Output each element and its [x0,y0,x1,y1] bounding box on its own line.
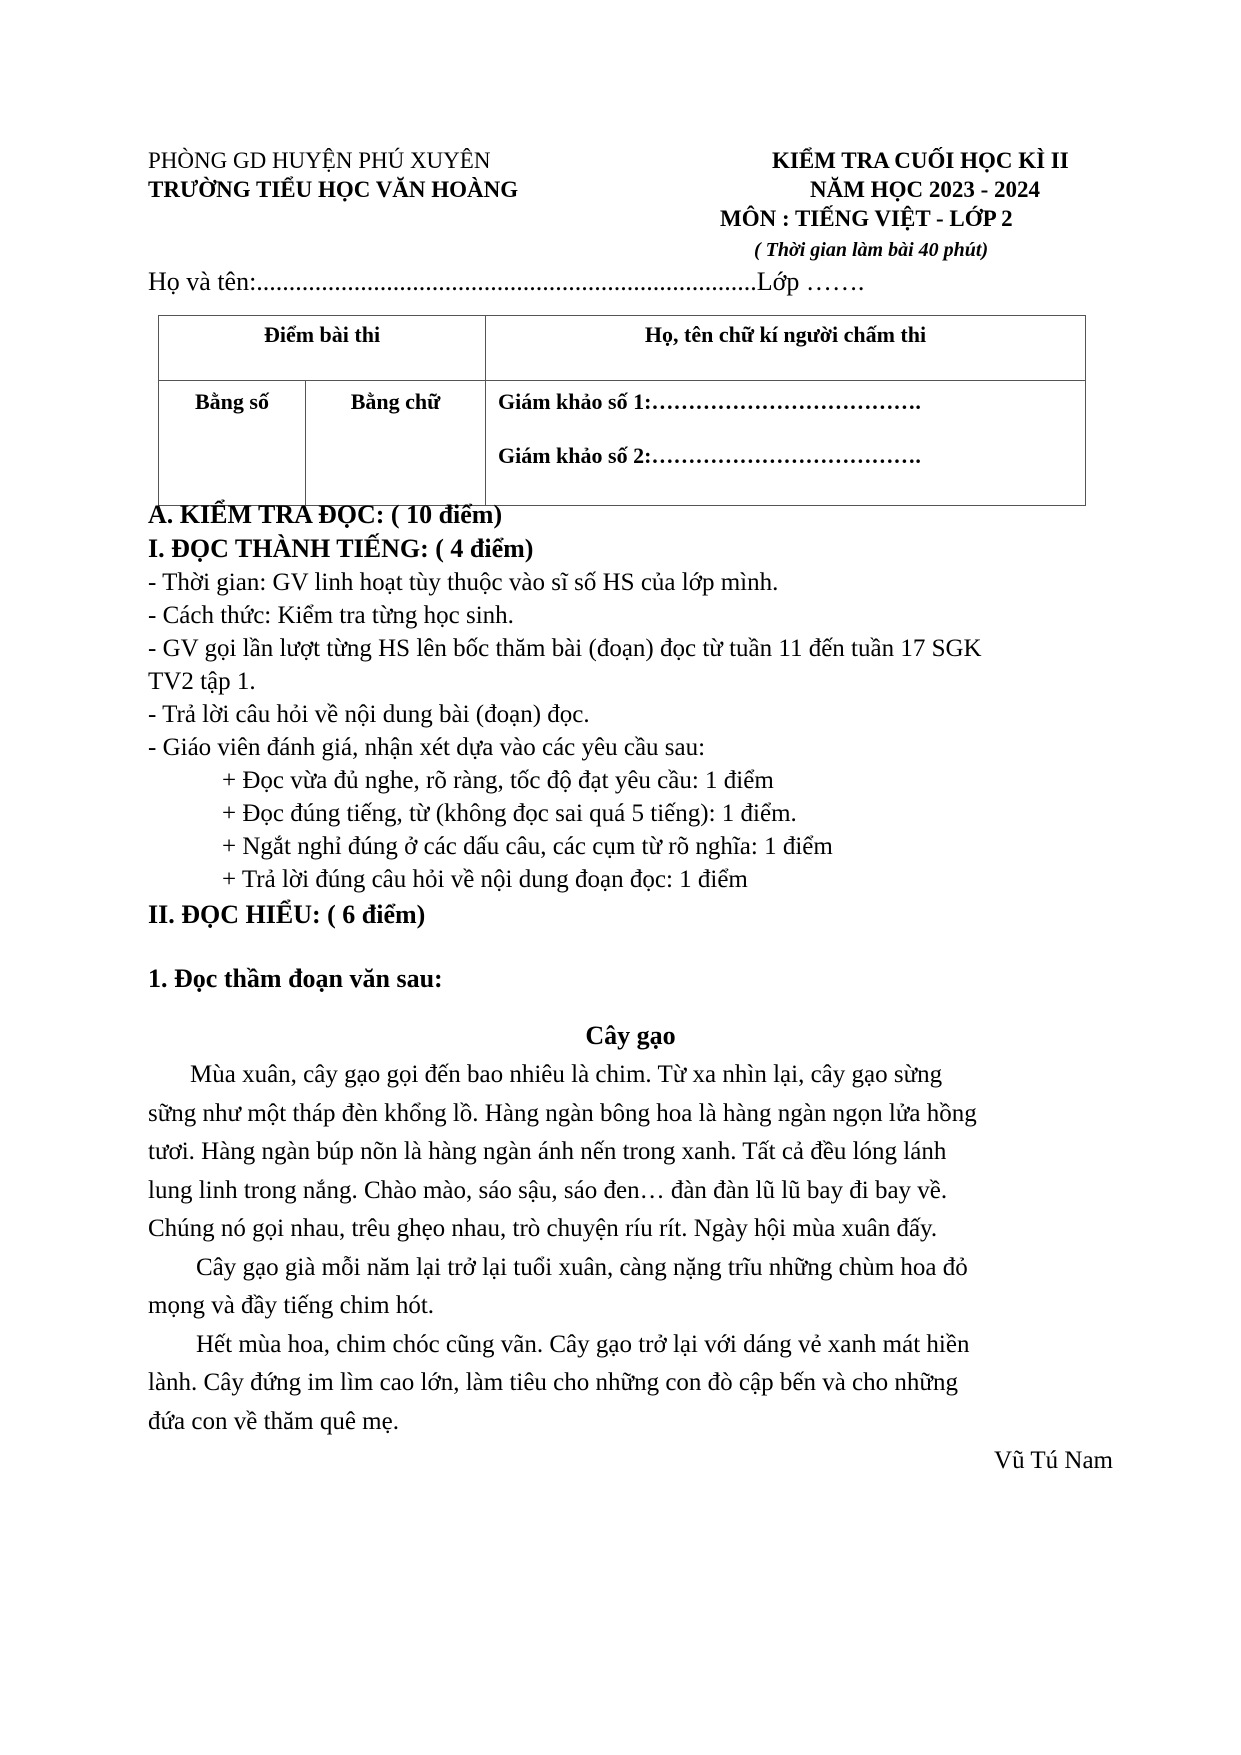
score-header: Điểm bài thi [159,316,486,381]
story-line: lung linh trong nắng. Chào mào, sáo sậu, sáo đen… đàn đàn lũ lũ bay đi bay về. [148,1176,948,1204]
criteria-item: + Trả lời đúng câu hỏi về nội dung đoạn đọc: 1 điểm [222,866,748,893]
exam-content [148,498,1113,1481]
part1-line: - Cách thức: Kiểm tra từng học sinh. [148,602,514,629]
school-year: NĂM HỌC 2023 - 2024 [810,177,1040,202]
criteria-item: + Ngắt nghỉ đúng ở các dấu câu, các cụm từ rõ nghĩa: 1 điểm [222,833,833,860]
subject-grade: MÔN : TIẾNG VIỆT - LỚP 2 [720,206,1013,231]
story-paragraph-3 [148,1326,1113,1442]
score-words-label: Bằng chữ [350,389,441,414]
score-words-cell[interactable] [306,381,486,506]
criteria-item: + Đọc vừa đủ nghe, rõ ràng, tốc độ đạt yêu cầu: 1 điểm [222,767,774,794]
school-header [148,146,518,204]
part1-title: I. ĐỌC THÀNH TIẾNG: ( 4 điểm) [148,534,534,563]
story-line: mọng và đầy tiếng chim hót. [148,1292,435,1319]
department-name: PHÒNG GD HUYỆN PHÚ XUYÊN [148,148,491,173]
story-paragraph-1 [148,1056,1113,1249]
part1-line: - GV gọi lần lượt từng HS lên bốc thăm bài (đoạn) đọc từ tuần 11 đến tuần 17 SGK [148,635,982,662]
grader-1-field[interactable]: Giám khảo số 1:………………………………. [498,389,921,414]
story-line: lành. Cây đứng im lìm cao lớn, làm tiêu cho những con đò cập bến và cho những [148,1369,958,1396]
score-table [158,315,1086,506]
section-a-title: A. KIỂM TRA ĐỌC: ( 10 điểm) [148,500,503,529]
part1-line: - Trả lời câu hỏi về nội dung bài (đoạn) đọc. [148,701,590,728]
part1-line: - Thời gian: GV linh hoạt tùy thuộc vào sĩ số HS của lớp mình. [148,569,779,596]
graders-cell [486,381,1086,506]
time-limit: ( Thời gian làm bài 40 phút) [754,239,989,261]
story-line: Chúng nó gọi nhau, trêu ghẹo nhau, trò chuyện ríu rít. Ngày hội mùa xuân đấy. [148,1215,938,1242]
task1-title: 1. Đọc thầm đoạn văn sau: [148,964,443,993]
student-name-field[interactable]: Họ và tên:.............................................................................Lớp ……. [148,267,865,296]
story-line: đứa con về thăm quê mẹ. [148,1407,399,1435]
score-number-label: Bằng số [195,389,269,414]
story-line: sững như một tháp đèn khổng lồ. Hàng ngàn bông hoa là hàng ngàn ngọn lửa hồng [148,1099,977,1127]
score-number-cell[interactable] [159,381,306,506]
story-title: Cây gạo [585,1021,676,1050]
graders-header: Họ, tên chữ kí người chấm thi [486,316,1086,381]
school-name: TRƯỜNG TIỂU HỌC VĂN HOÀNG [148,177,519,202]
grader-2-field[interactable]: Giám khảo số 2:………………………………. [498,443,921,468]
story-line: Cây gạo già mỗi năm lại trở lại tuổi xuân, càng nặng trĩu những chùm hoa đỏ [196,1253,968,1281]
part1-line: TV2 tập 1. [148,668,256,695]
story-line: Mùa xuân, cây gạo gọi đến bao nhiêu là chim. Từ xa nhìn lại, cây gạo sừng [190,1061,943,1088]
part1-line: - Giáo viên đánh giá, nhận xét dựa vào các yêu cầu sau: [148,734,706,761]
criteria-item: + Đọc đúng tiếng, từ (không đọc sai quá 5 tiếng): 1 điểm. [222,800,797,827]
story-line: Hết mùa hoa, chim chóc cũng vãn. Cây gạo trở lại với dáng vẻ xanh mát hiền [196,1330,970,1358]
story-author: Vũ Tú Nam [994,1447,1113,1474]
part2-title: II. ĐỌC HIỂU: ( 6 điểm) [148,900,426,929]
story-line: tươi. Hàng ngàn búp nõn là hàng ngàn ánh nến trong xanh. Tất cả đều lóng lánh [148,1138,947,1165]
exam-title: KIỂM TRA CUỐI HỌC KÌ II [772,148,1069,173]
story-paragraph-2 [148,1249,1113,1326]
